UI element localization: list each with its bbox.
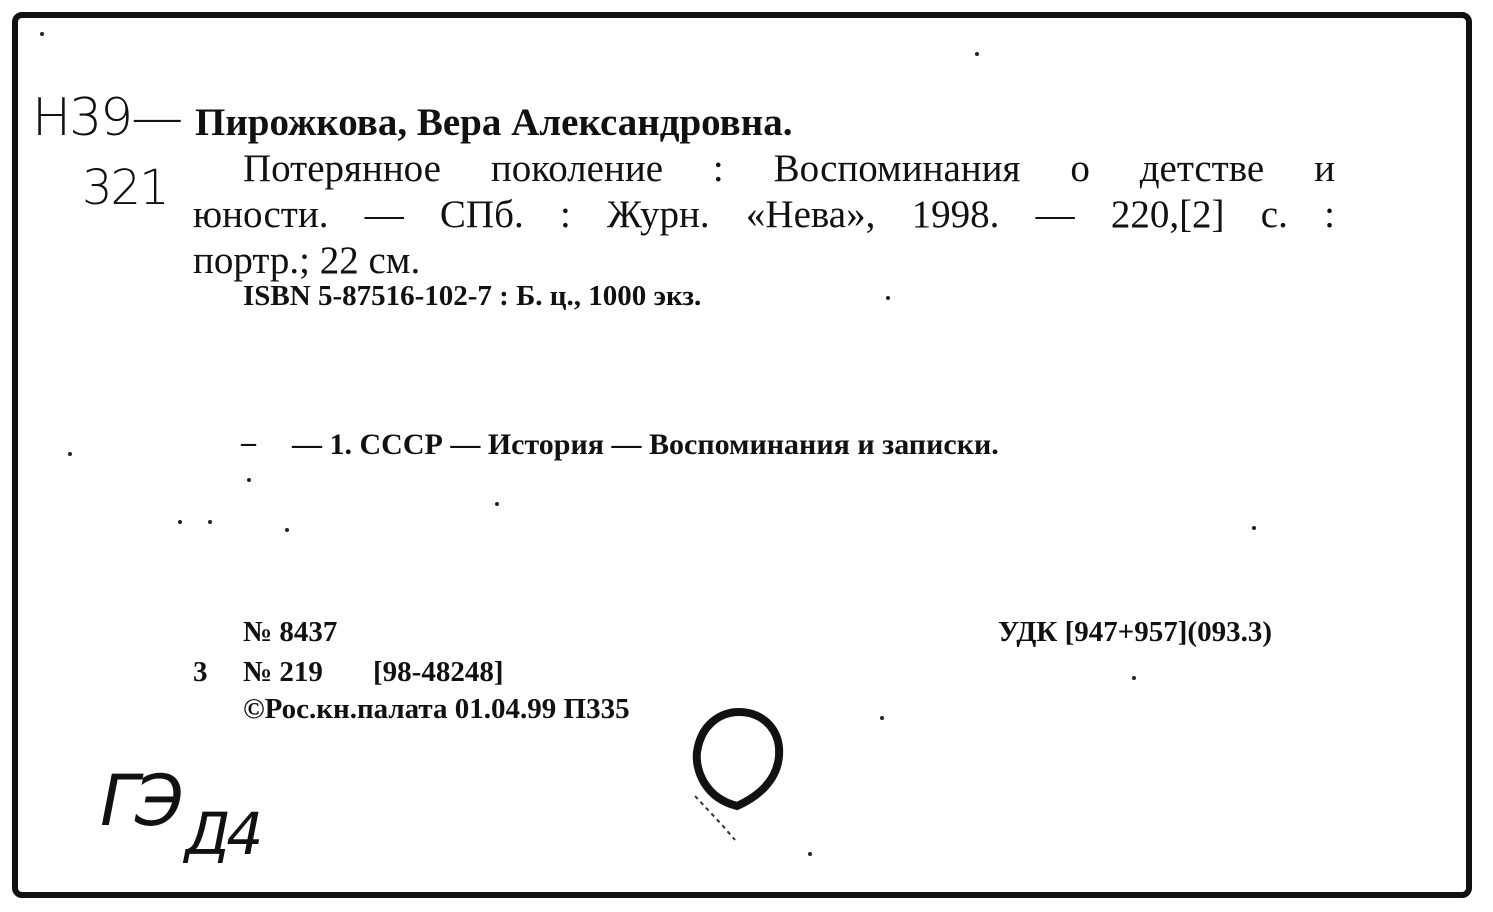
physical-description: портр.; 22 см. [193, 239, 421, 282]
handwritten-mark-2: Д4 [185, 800, 260, 868]
speck [68, 452, 72, 456]
order-number: № 219 [243, 656, 323, 688]
speck [285, 528, 289, 532]
speck [808, 852, 812, 856]
copyright-line: ©Рос.кн.палата 01.04.99 П335 [243, 693, 630, 725]
word: 220,[2] [1110, 193, 1225, 236]
word: : [1324, 193, 1335, 236]
word: : [712, 147, 724, 190]
word: Потерянное [243, 147, 441, 190]
handwritten-call-number-line1: Н39— [32, 88, 182, 148]
speck [886, 296, 890, 300]
word: поколение [490, 147, 664, 190]
word: о [1070, 147, 1090, 190]
speck [178, 520, 182, 524]
isbn-line: ISBN 5-87516-102-7 : Б. ц., 1000 экз. [243, 280, 702, 312]
speck [975, 52, 979, 56]
copy-count: 3 [193, 656, 208, 688]
word: 1998. [911, 193, 1000, 236]
word: юности. [193, 193, 329, 236]
word: «Нева», [745, 193, 876, 236]
title-line [243, 146, 1335, 191]
speck [208, 520, 212, 524]
word: Воспоминания [773, 147, 1021, 190]
record-number: № 8437 [243, 616, 338, 648]
word: — [1035, 193, 1075, 236]
udc-code: УДК [947+957](093.3) [998, 616, 1272, 648]
word: и [1314, 147, 1335, 190]
subject-dash-mark: – [241, 426, 256, 459]
speck [1132, 676, 1136, 680]
handwritten-call-number-line2: 321 [82, 160, 168, 216]
word: с. [1260, 193, 1288, 236]
handwritten-mark: ГЭ [100, 760, 180, 842]
subject-tracing: — 1. СССР — История — Воспоминания и записки. [292, 428, 999, 461]
word: : [559, 193, 571, 236]
word: Журн. [607, 193, 710, 236]
word: — [364, 193, 404, 236]
imprint-line [193, 192, 1335, 237]
word: детстве [1139, 147, 1265, 190]
word: СПб. [439, 193, 524, 236]
speck [247, 478, 251, 482]
author-heading: Пирожкова, Вера Александровна. [195, 101, 793, 144]
speck [1252, 526, 1256, 530]
lc-number: [98-48248] [373, 656, 504, 688]
speck [495, 502, 499, 506]
punch-hole-icon [685, 700, 795, 850]
speck [880, 716, 884, 720]
speck [40, 32, 44, 36]
